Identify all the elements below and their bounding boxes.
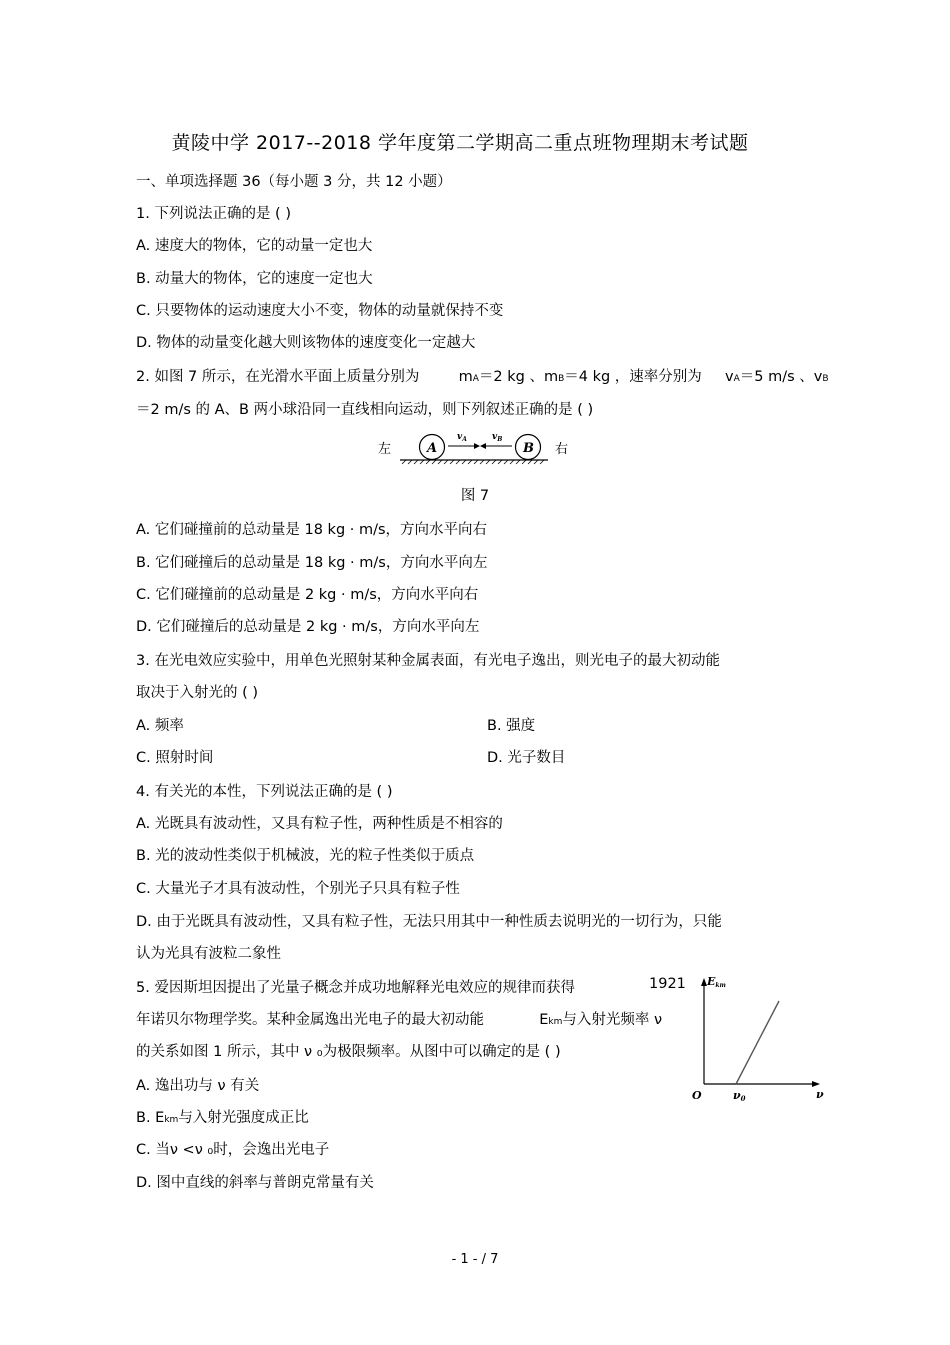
q2-option-a: A. 它们碰撞前的总动量是 18 kg · m/s，方向水平向右	[136, 522, 488, 538]
q2-stem-part1: 2. 如图 7 所示，在光滑水平面上质量分别为	[136, 369, 420, 385]
q3-stem-line1: 3. 在光电效应实验中，用单色光照射某种金属表面，有光电子逸出，则光电子的最大初动能	[136, 653, 720, 669]
svg-text:ν0	[733, 1089, 746, 1103]
graph-origin-label: O	[692, 1089, 702, 1102]
q5-stem-line2-part1: 年诺贝尔物理学奖。某种金属逸出光电子的最大初动能	[136, 1012, 484, 1028]
q5-stem-line2-ekm-sub: km	[548, 1017, 563, 1027]
q2-figure-caption: 图 7	[460, 488, 490, 504]
q5-stem-line3: 的关系如图 1 所示，其中 ν ₀为极限频率。从图中可以确定的是 ( )	[136, 1044, 561, 1060]
q2-stem-part6: ＝5 m/s 、v	[739, 369, 823, 385]
graph-y-label: E	[707, 975, 716, 988]
q2-stem-part3: ＝2 kg 、m	[478, 369, 559, 385]
q2-option-b: B. 它们碰撞后的总动量是 18 kg · m/s，方向水平向左	[136, 555, 488, 571]
page-title: 黄陵中学 2017--2018 学年度第二学期高二重点班物理期末考试题	[171, 132, 749, 154]
q5-stem-line2-ekm: E	[539, 1012, 549, 1028]
q3-stem-line2: 取决于入射光的 ( )	[136, 685, 259, 701]
q5-option-d: D. 图中直线的斜率与普朗克常量有关	[136, 1175, 374, 1191]
q1-option-c: C. 只要物体的运动速度大小不变，物体的动量就保持不变	[136, 303, 504, 319]
fig-arrow-vb	[480, 443, 512, 449]
q4-option-d-line2: 认为光具有波粒二象性	[136, 946, 281, 962]
q1-option-a: A. 速度大的物体，它的动量一定也大	[136, 238, 373, 254]
svg-text:vB	[492, 432, 502, 443]
graph-ekm-line	[736, 1001, 779, 1084]
fig-ball-a-label: A	[427, 441, 438, 456]
q2-stem-sub-a: A	[472, 374, 479, 384]
q4-option-d-line1: D. 由于光既具有波动性，又具有粒子性，无法只用其中一种性质去说明光的一切行为，只能	[136, 914, 722, 930]
q3-option-b: B. 强度	[487, 718, 536, 734]
q2-option-c: C. 它们碰撞前的总动量是 2 kg · m/s，方向水平向右	[136, 587, 479, 603]
graph-x-arrow	[812, 1081, 820, 1087]
q1-stem: 1. 下列说法正确的是 ( )	[136, 206, 291, 222]
q5-stem-year: 1921	[649, 976, 686, 992]
q3-option-a: A. 频率	[136, 718, 184, 734]
fig-vb-label: v	[492, 432, 498, 442]
q5-stem-line2	[136, 1008, 662, 1029]
q4-stem: 4. 有关光的本性，下列说法正确的是 ( )	[136, 784, 393, 800]
svg-text:vA	[457, 432, 467, 443]
graph-nu0-sub: 0	[740, 1094, 746, 1103]
graph-x-label: ν	[816, 1088, 824, 1101]
q2-stem-sub-vb: B	[822, 374, 829, 384]
q4-option-a: A. 光既具有波动性，又具有粒子性，两种性质是不相容的	[136, 816, 503, 832]
q1-option-d: D. 物体的动量变化越大则该物体的速度变化一定越大	[136, 335, 476, 351]
fig-arrow-va	[448, 443, 480, 449]
q2-stem-line2: ＝2 m/s 的 A、B 两小球沿同一直线相向运动，则下列叙述正确的是 ( )	[136, 402, 594, 418]
fig-va-label: v	[457, 432, 463, 442]
fig-right-label: 右	[555, 442, 569, 457]
q2-stem-part4: ＝4 kg ，速率分别为	[564, 369, 702, 385]
q1-option-b: B. 动量大的物体，它的速度一定也大	[136, 271, 373, 287]
q2-stem-part2: m	[458, 369, 473, 385]
q5-option-b-sub: km	[164, 1115, 179, 1125]
fig-ball-b-label: B	[523, 441, 534, 456]
q5-stem-line1: 5. 爱因斯坦因提出了光量子概念并成功地解释光电效应的规律而获得	[136, 980, 575, 996]
q5-stem-line2-part2: 与入射光频率 ν	[562, 1012, 663, 1028]
q3-option-c: C. 照射时间	[136, 750, 214, 766]
q2-stem-part5: v	[725, 369, 734, 385]
q3-option-d: D. 光子数目	[487, 750, 566, 766]
q5-option-a: A. 逸出功与 ν 有关	[136, 1078, 260, 1094]
q2-option-d: D. 它们碰撞后的总动量是 2 kg · m/s，方向水平向左	[136, 619, 480, 635]
q4-option-b: B. 光的波动性类似于机械波，光的粒子性类似于质点	[136, 848, 475, 864]
graph-nu0-label: ν	[733, 1089, 741, 1102]
q2-figure	[370, 426, 580, 470]
fig-left-label: 左	[378, 442, 392, 457]
fig-vb-sub: B	[497, 436, 503, 443]
q2-stem-sub-b: B	[558, 374, 565, 384]
fig-va-sub: A	[462, 436, 467, 443]
q5-option-b-part2: 与入射光强度成正比	[178, 1110, 309, 1126]
q5-option-b	[136, 1106, 309, 1127]
svg-text:Ekm	[706, 975, 726, 989]
section-heading: 一、单项选择题 36（每小题 3 分，共 12 小题）	[136, 174, 452, 190]
q5-option-c: C. 当ν <ν ₀时，会逸出光电子	[136, 1142, 330, 1158]
q4-option-c: C. 大量光子才具有波动性，个别光子只具有粒子性	[136, 881, 460, 897]
q5-option-b-part1: B. E	[136, 1110, 165, 1126]
graph-y-sub: km	[715, 982, 726, 989]
q5-graph	[686, 970, 826, 1106]
page-number: - 1 - / 7	[451, 1252, 499, 1267]
fig-ground-hatch	[402, 460, 544, 464]
q2-stem-line1	[136, 365, 829, 386]
q2-stem-sub-va: A	[733, 374, 740, 384]
